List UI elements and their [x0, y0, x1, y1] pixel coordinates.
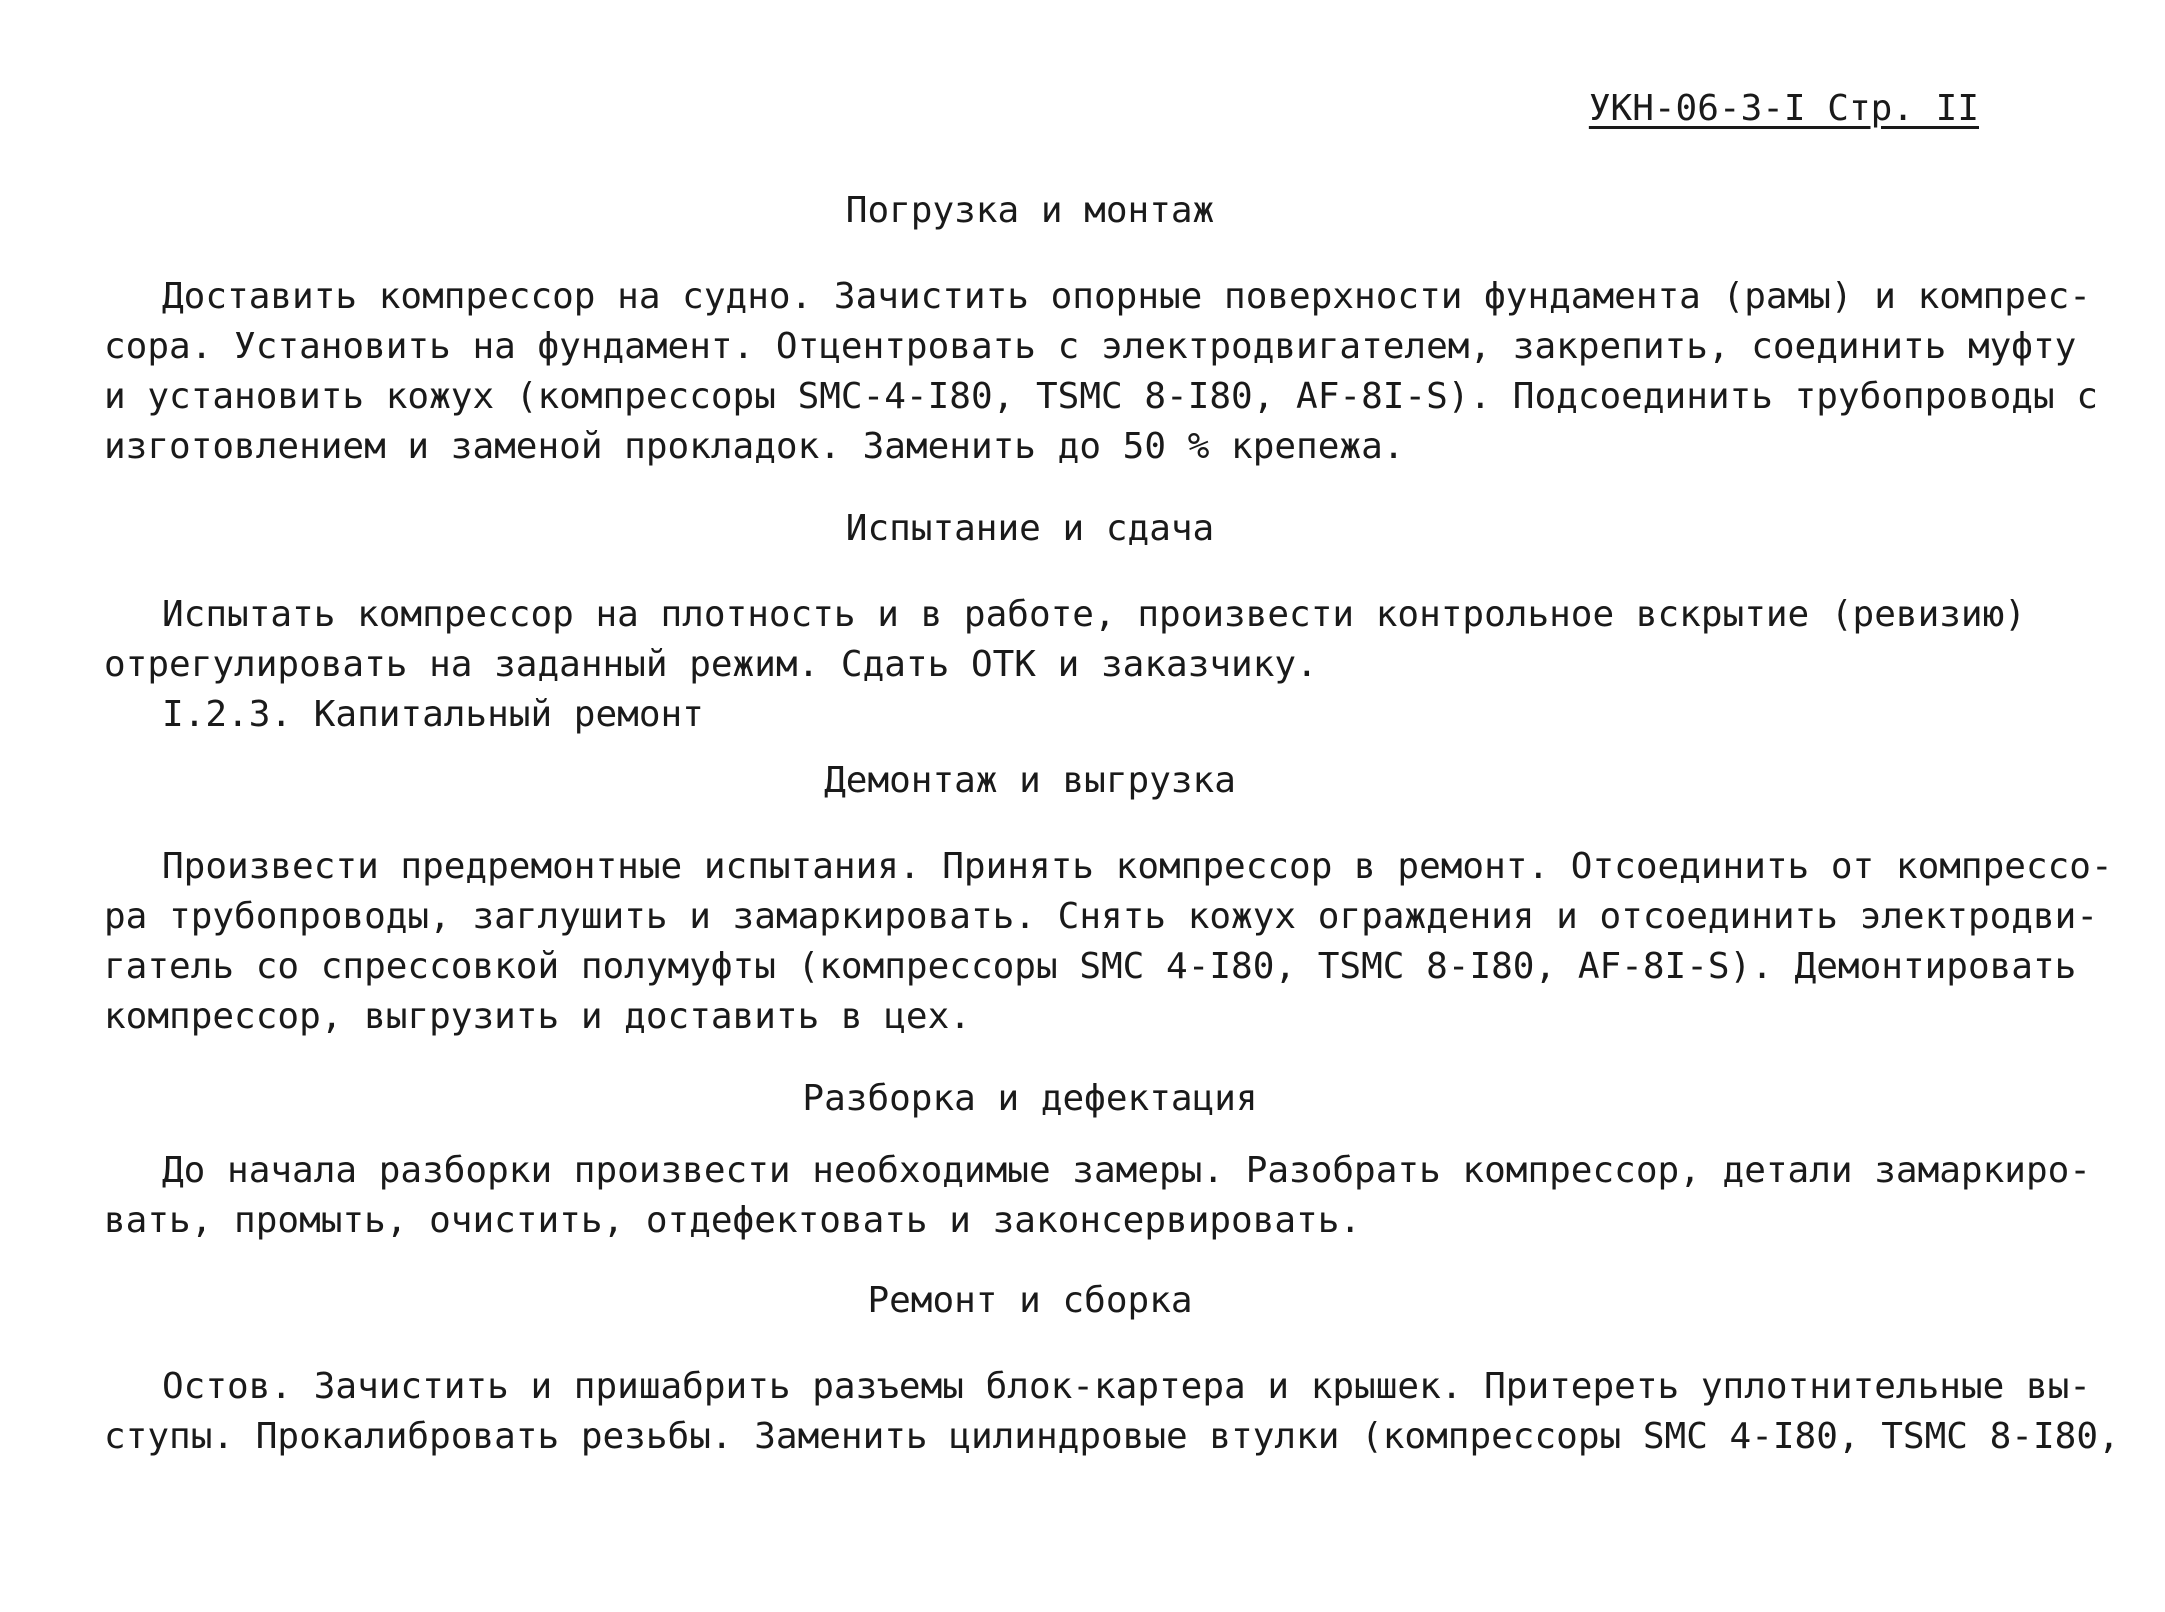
- paragraph-line: и установить кожух (компрессоры SMC-4-I80, TSMC 8-I80, AF-8I-S). Подсоединить трубопроводы с: [104, 376, 2098, 417]
- paragraph-line: гатель со спрессовкой полумуфты (компрессоры SMC 4-I80, TSMC 8-I80, AF-8I-S). Демонтировать: [104, 946, 2077, 987]
- paragraph-line: изготовлением и заменой прокладок. Заменить до 50 % крепежа.: [104, 426, 1405, 467]
- paragraph-dismantling: [104, 842, 2113, 1042]
- paragraph-loading: [104, 272, 2098, 472]
- section-heading-disassembly: Разборка и дефектация: [802, 1078, 1258, 1119]
- paragraph-line: компрессор, выгрузить и доставить в цех.: [104, 996, 971, 1037]
- section-heading-dismantling: Демонтаж и выгрузка: [824, 760, 1236, 801]
- paragraph-line: Испытать компрессор на плотность и в работе, произвести контрольное вскрытие (ревизию): [162, 594, 2026, 635]
- paragraph-line: Произвести предремонтные испытания. Принять компрессор в ремонт. Отсоединить от компрессо-: [162, 846, 2113, 887]
- paragraph-line: ступы. Прокалибровать резьбы. Заменить цилиндровые втулки (компрессоры SMC 4-I80, TSMC 8-I80,: [104, 1416, 2120, 1457]
- paragraph-line: ра трубопроводы, заглушить и замаркировать. Снять кожух ограждения и отсоединить электродви-: [104, 896, 2098, 937]
- paragraph-repair: [104, 1362, 2120, 1462]
- paragraph-line: Доставить компрессор на судно. Зачистить опорные поверхности фундамента (рамы) и компрес-: [162, 276, 2091, 317]
- section-heading-testing: Испытание и сдача: [845, 508, 1215, 549]
- page-header-code: УКН-06-3-I Стр. II: [1588, 88, 1979, 129]
- subsection-title: [104, 690, 2004, 740]
- paragraph-testing: [104, 590, 2026, 690]
- paragraph-line: Остов. Зачистить и пришабрить разъемы блок-картера и крышек. Притереть уплотнительные вы-: [162, 1366, 2091, 1407]
- paragraph-line: отрегулировать на заданный режим. Сдать ОТК и заказчику.: [104, 644, 1318, 685]
- subsection-title-text: I.2.3. Капитальный ремонт: [162, 694, 704, 735]
- section-heading-loading: Погрузка и монтаж: [845, 190, 1215, 231]
- paragraph-line: сора. Установить на фундамент. Отцентровать с электродвигателем, закрепить, соединить муфту: [104, 326, 2077, 367]
- paragraph-disassembly: [104, 1146, 2091, 1246]
- paragraph-line: До начала разборки произвести необходимые замеры. Разобрать компрессор, детали замаркиро-: [162, 1150, 2091, 1191]
- section-heading-repair: Ремонт и сборка: [867, 1280, 1193, 1321]
- paragraph-line: вать, промыть, очистить, отдефектовать и законсервировать.: [104, 1200, 1362, 1241]
